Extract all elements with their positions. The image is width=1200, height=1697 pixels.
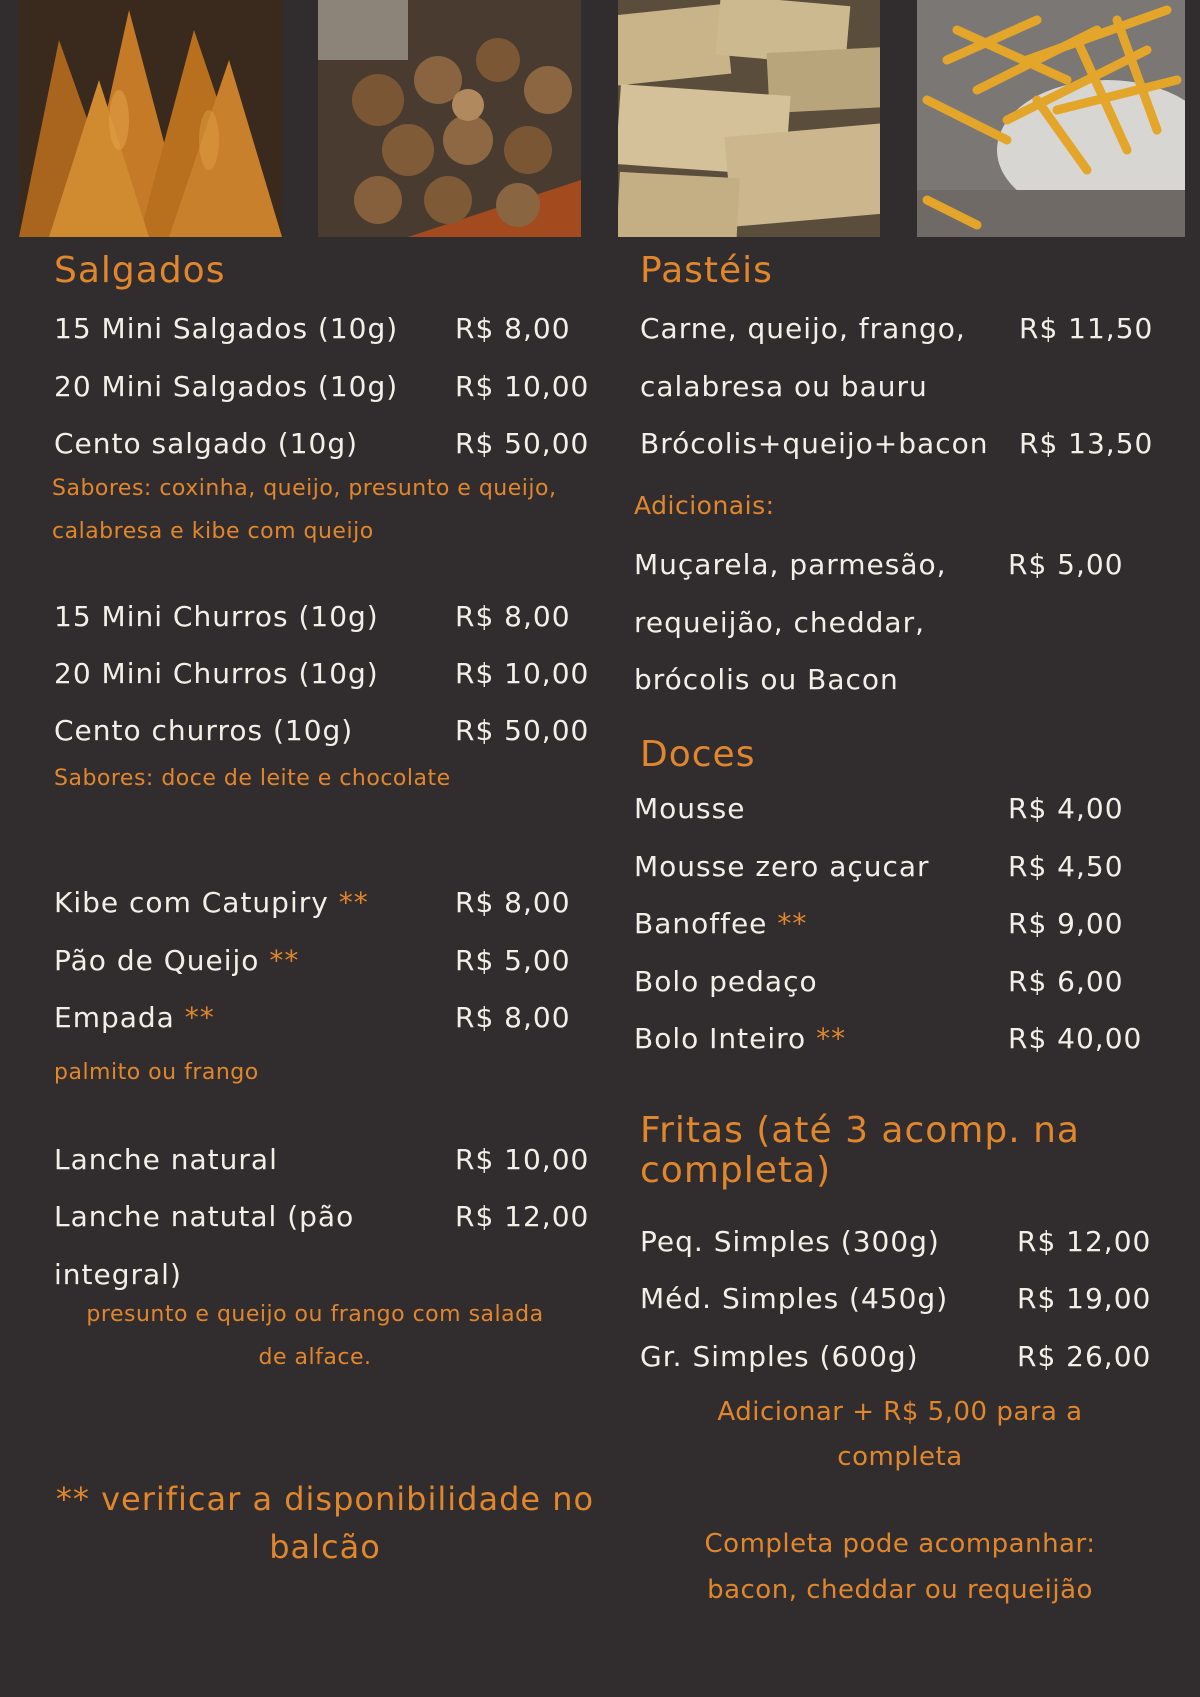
menu-item-price: R$ 40,00 (1008, 1022, 1143, 1055)
menu-item-name (634, 850, 930, 883)
menu-item-label: Bolo pedaço (634, 965, 818, 998)
availability-star: ** (184, 1001, 215, 1034)
menu-item-name: Lanche natutal (pão (54, 1200, 355, 1233)
menu-item-label: Pão de Queijo (54, 944, 260, 977)
pastel-photo (618, 0, 880, 237)
menu-item-label: Bolo Inteiro (634, 1022, 807, 1055)
menu-item-price: R$ 50,00 (455, 427, 590, 460)
menu-item-name: Brócolis+queijo+bacon (640, 427, 989, 460)
fritas-acomp-note: Completa pode acompanhar: (704, 1529, 1096, 1559)
menu-item-name: Méd. Simples (450g) (640, 1282, 949, 1315)
fritas-completa-note: Adicionar + R$ 5,00 para a (717, 1397, 1083, 1427)
menu-item-label: Empada (54, 1001, 175, 1034)
menu-item-label: Mousse zero açucar (634, 850, 930, 883)
churros-photo (318, 0, 581, 237)
availability-footer: ** verificar a disponibilidade no (55, 1480, 595, 1518)
pasteis-heading: Pastéis (640, 250, 773, 291)
menu-item-label: Banoffee (634, 907, 768, 940)
adicionais-price: R$ 5,00 (1008, 548, 1124, 581)
menu-item-price: R$ 12,00 (455, 1200, 590, 1233)
menu-item-price: R$ 5,00 (455, 944, 571, 977)
menu-item-price: R$ 10,00 (455, 370, 590, 403)
availability-star: ** (338, 886, 369, 919)
lanche-note: presunto e queijo ou frango com salada (86, 1302, 544, 1327)
menu-item-price: R$ 8,00 (455, 1001, 571, 1034)
menu-item-price: R$ 6,00 (1008, 965, 1124, 998)
fritas-heading: Fritas (até 3 acomp. na (640, 1110, 1080, 1151)
menu-item-name (54, 944, 299, 977)
churros-flavors-note: Sabores: doce de leite e chocolate (54, 766, 451, 791)
menu-item-name: Lanche natural (54, 1143, 278, 1176)
menu-item-name (634, 907, 807, 940)
menu-item-price: R$ 26,00 (1017, 1340, 1152, 1373)
fritas-heading-2: completa) (640, 1150, 832, 1191)
menu-item-name: 20 Mini Salgados (10g) (54, 370, 399, 403)
menu-item-label: Kibe com Catupiry (54, 886, 329, 919)
menu-item-price: R$ 19,00 (1017, 1282, 1152, 1315)
salgados-flavors-note-2: calabresa e kibe com queijo (52, 519, 374, 544)
fries-photo (917, 0, 1185, 237)
menu-item-name: Cento salgado (10g) (54, 427, 359, 460)
salgados-heading: Salgados (54, 250, 226, 291)
empada-flavors-note: palmito ou frango (54, 1060, 259, 1085)
menu-item-label: Mousse (634, 792, 746, 825)
menu-item-price: R$ 8,00 (455, 600, 571, 633)
photo-strip (0, 0, 1200, 237)
coxinha-photo (19, 0, 282, 237)
menu-item-name: 15 Mini Salgados (10g) (54, 312, 399, 345)
salgados-flavors-note: Sabores: coxinha, queijo, presunto e queijo, (52, 476, 557, 501)
menu-item-name (54, 1001, 215, 1034)
adicionais-list-3: brócolis ou Bacon (634, 663, 899, 696)
doces-heading: Doces (640, 734, 756, 775)
menu-item-name: 20 Mini Churros (10g) (54, 657, 379, 690)
menu-item-price: R$ 50,00 (455, 714, 590, 747)
menu-item-price: R$ 9,00 (1008, 907, 1124, 940)
availability-star: ** (816, 1022, 847, 1055)
menu-item-name-2: calabresa ou bauru (640, 370, 928, 403)
menu-item-name (634, 1022, 846, 1055)
menu-item-name: Cento churros (10g) (54, 714, 354, 747)
availability-footer-2: balcão (269, 1528, 381, 1566)
adicionais-heading: Adicionais: (634, 491, 775, 520)
availability-star: ** (269, 944, 300, 977)
menu-item-name-2: integral) (54, 1258, 182, 1291)
menu-item-price: R$ 10,00 (455, 657, 590, 690)
adicionais-list-2: requeijão, cheddar, (634, 606, 926, 639)
menu-item-name: Gr. Simples (600g) (640, 1340, 919, 1373)
availability-star: ** (777, 907, 808, 940)
menu-item-price: R$ 8,00 (455, 886, 571, 919)
menu-item-price: R$ 12,00 (1017, 1225, 1152, 1258)
fritas-completa-note-2: completa (837, 1442, 963, 1472)
lanche-note-2: de alface. (258, 1345, 372, 1370)
menu-item-name (54, 886, 369, 919)
menu-item-name (634, 965, 818, 998)
adicionais-list: Muçarela, parmesão, (634, 548, 947, 581)
menu-item-price: R$ 11,50 (1019, 312, 1154, 345)
menu-item-name: Carne, queijo, frango, (640, 312, 966, 345)
menu-item-price: R$ 10,00 (455, 1143, 590, 1176)
menu-item-price: R$ 4,50 (1008, 850, 1124, 883)
menu-item-price: R$ 4,00 (1008, 792, 1124, 825)
menu-item-name: 15 Mini Churros (10g) (54, 600, 379, 633)
menu-item-price: R$ 13,50 (1019, 427, 1154, 460)
fritas-acomp-note-2: bacon, cheddar ou requeijão (707, 1575, 1093, 1605)
menu-item-name: Peq. Simples (300g) (640, 1225, 940, 1258)
menu-item-name (634, 792, 745, 825)
menu-item-price: R$ 8,00 (455, 312, 571, 345)
